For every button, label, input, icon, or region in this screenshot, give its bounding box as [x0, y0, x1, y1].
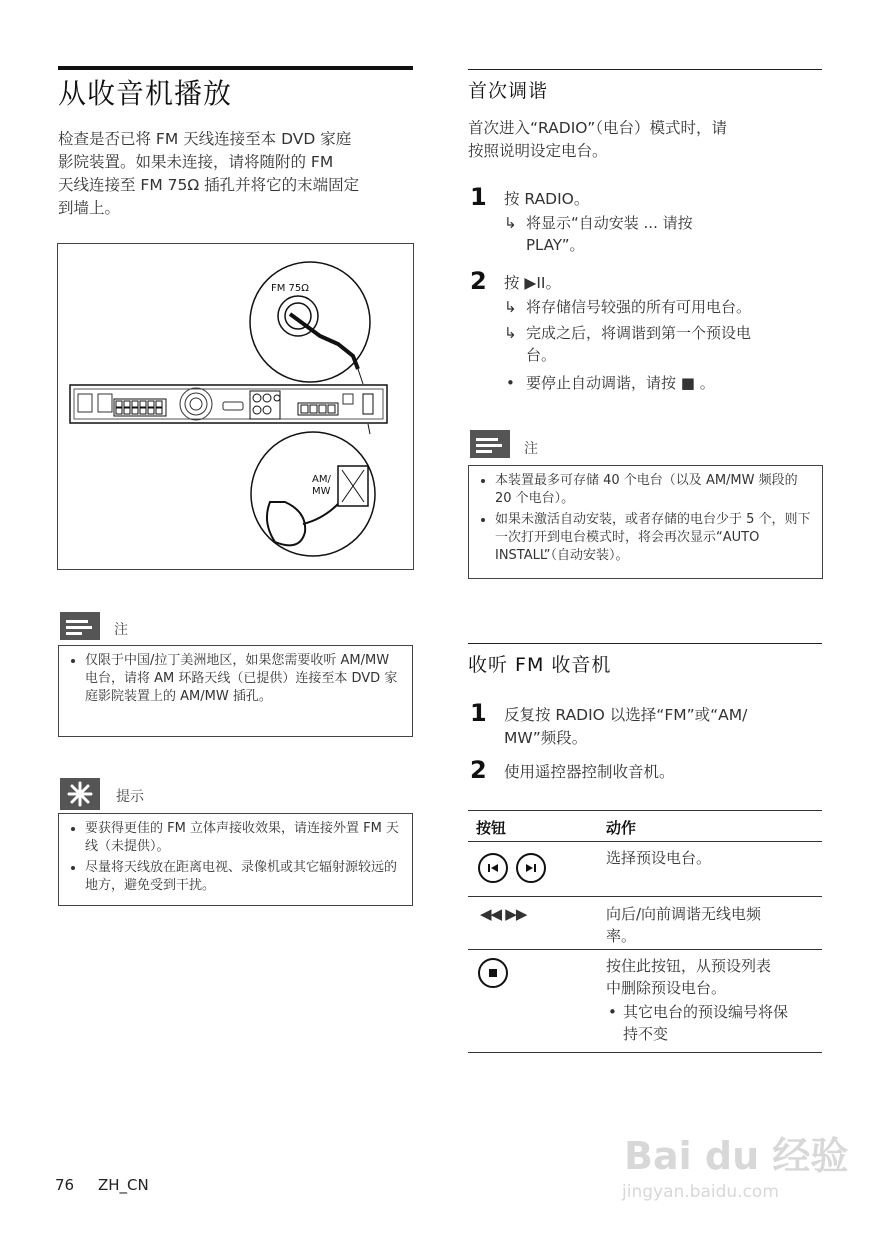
table-cell-action: 选择预设电台。	[606, 849, 712, 867]
step-number: 2	[470, 267, 487, 295]
table-header-button: 按钮	[476, 819, 507, 837]
result-arrow-icon: ↳	[504, 298, 517, 316]
baidu-watermark-url: jingyan.baidu.com	[622, 1182, 779, 1202]
list-item: • 本装置最多可存储 40 个电台（以及 AM/MW 频段的 20 个电台）。	[495, 472, 814, 508]
am-label-2: MW	[312, 486, 331, 497]
result-arrow-icon: ↳	[504, 214, 517, 232]
table-rule	[468, 896, 822, 897]
list-item: • 要获得更佳的 FM 立体声接收效果，请连接外置 FM 天线（未提供）。	[85, 820, 404, 856]
note-icon	[60, 612, 100, 640]
result-arrow-icon: ↳	[504, 324, 517, 342]
right-note-box	[468, 465, 823, 579]
page-title: 从收音机播放	[58, 77, 233, 110]
next-icon	[516, 853, 546, 883]
language-code: ZH_CN	[98, 1176, 149, 1194]
section1-rule	[468, 69, 822, 70]
left-note-box	[58, 645, 413, 737]
step-text: 按 ▶II。	[504, 274, 561, 292]
am-label-1: AM/	[312, 474, 331, 485]
table-rule	[468, 841, 822, 842]
previous-icon	[478, 853, 508, 883]
intro-text: 检查是否已将 FM 天线连接至本 DVD 家庭 影院装置。如果未连接，请将随附的 FM 天线连接至 FM 75Ω 插孔并将它的末端固定 到墙上。	[58, 130, 360, 217]
stop-icon	[478, 958, 508, 988]
note-icon	[470, 430, 510, 458]
page-number: 76	[55, 1176, 75, 1194]
tip-heading: 提示	[116, 789, 144, 805]
step-result: 将存储信号较强的所有可用电台。	[526, 298, 752, 316]
note-heading: 注	[114, 622, 128, 638]
note-heading: 注	[524, 441, 538, 457]
step-number: 1	[470, 183, 487, 211]
table-rule	[468, 949, 822, 950]
section2-rule	[468, 643, 822, 644]
table-rule	[468, 1052, 822, 1053]
section1-intro: 首次进入“RADIO”（电台）模式时，请 按照说明设定电台。	[468, 119, 727, 160]
fm-label: FM 75Ω	[271, 283, 309, 294]
section1-title: 首次调谐	[468, 80, 549, 102]
step-number: 1	[470, 699, 487, 727]
bullet-icon: •	[608, 1003, 617, 1021]
antenna-diagram	[57, 243, 414, 570]
section2-title: 收听 FM 收音机	[468, 654, 612, 676]
table-rule	[468, 810, 822, 811]
bullet-icon: •	[506, 374, 515, 392]
step-result: 将显示“自动安装 ... 请按 PLAY”。	[526, 214, 693, 254]
table-cell-action: 向后/向前调谐无线电频 率。	[606, 905, 762, 945]
tip-icon	[60, 778, 100, 810]
step-result: 完成之后，将调谐到第一个预设电 台。	[526, 324, 752, 364]
table-row	[478, 958, 508, 988]
table-cell-action: 按住此按钮，从预设列表 中删除预设电台。	[606, 957, 772, 997]
table-row	[478, 853, 546, 883]
list-item: • 仅限于中国/拉丁美洲地区，如果您需要收听 AM/MW 电台，请将 AM 环路天线（已提供）连接至本 DVD 家庭影院装置上的 AM/MW 插孔。	[85, 652, 404, 706]
list-item: • 尽量将天线放在距离电视、录像机或其它辐射源较远的地方，避免受到干扰。	[85, 859, 404, 895]
step-text: 反复按 RADIO 以选择“FM”或“AM/ MW”频段。	[504, 706, 748, 747]
title-rule	[58, 66, 413, 70]
step-text: 使用遥控器控制收音机。	[504, 763, 675, 781]
step-bullet: 要停止自动调谐，请按 ■ 。	[526, 374, 715, 392]
table-cell-note: 其它电台的预设编号将保 持不变	[623, 1003, 789, 1043]
tip-box	[58, 813, 413, 906]
step-text: 按 RADIO。	[504, 190, 590, 208]
baidu-watermark: Bai du 经验	[624, 1134, 849, 1178]
list-item: • 如果未激活自动安装，或者存储的电台少于 5 个，则下一次打开到电台模式时，将会再次显示“AUTO INSTALL”（自动安装）。	[495, 511, 814, 565]
table-header-action: 动作	[606, 819, 637, 837]
rewind-forward-icon: ◀◀ ▶▶	[480, 905, 527, 923]
antenna-diagram-illustration	[58, 244, 413, 569]
step-number: 2	[470, 756, 487, 784]
